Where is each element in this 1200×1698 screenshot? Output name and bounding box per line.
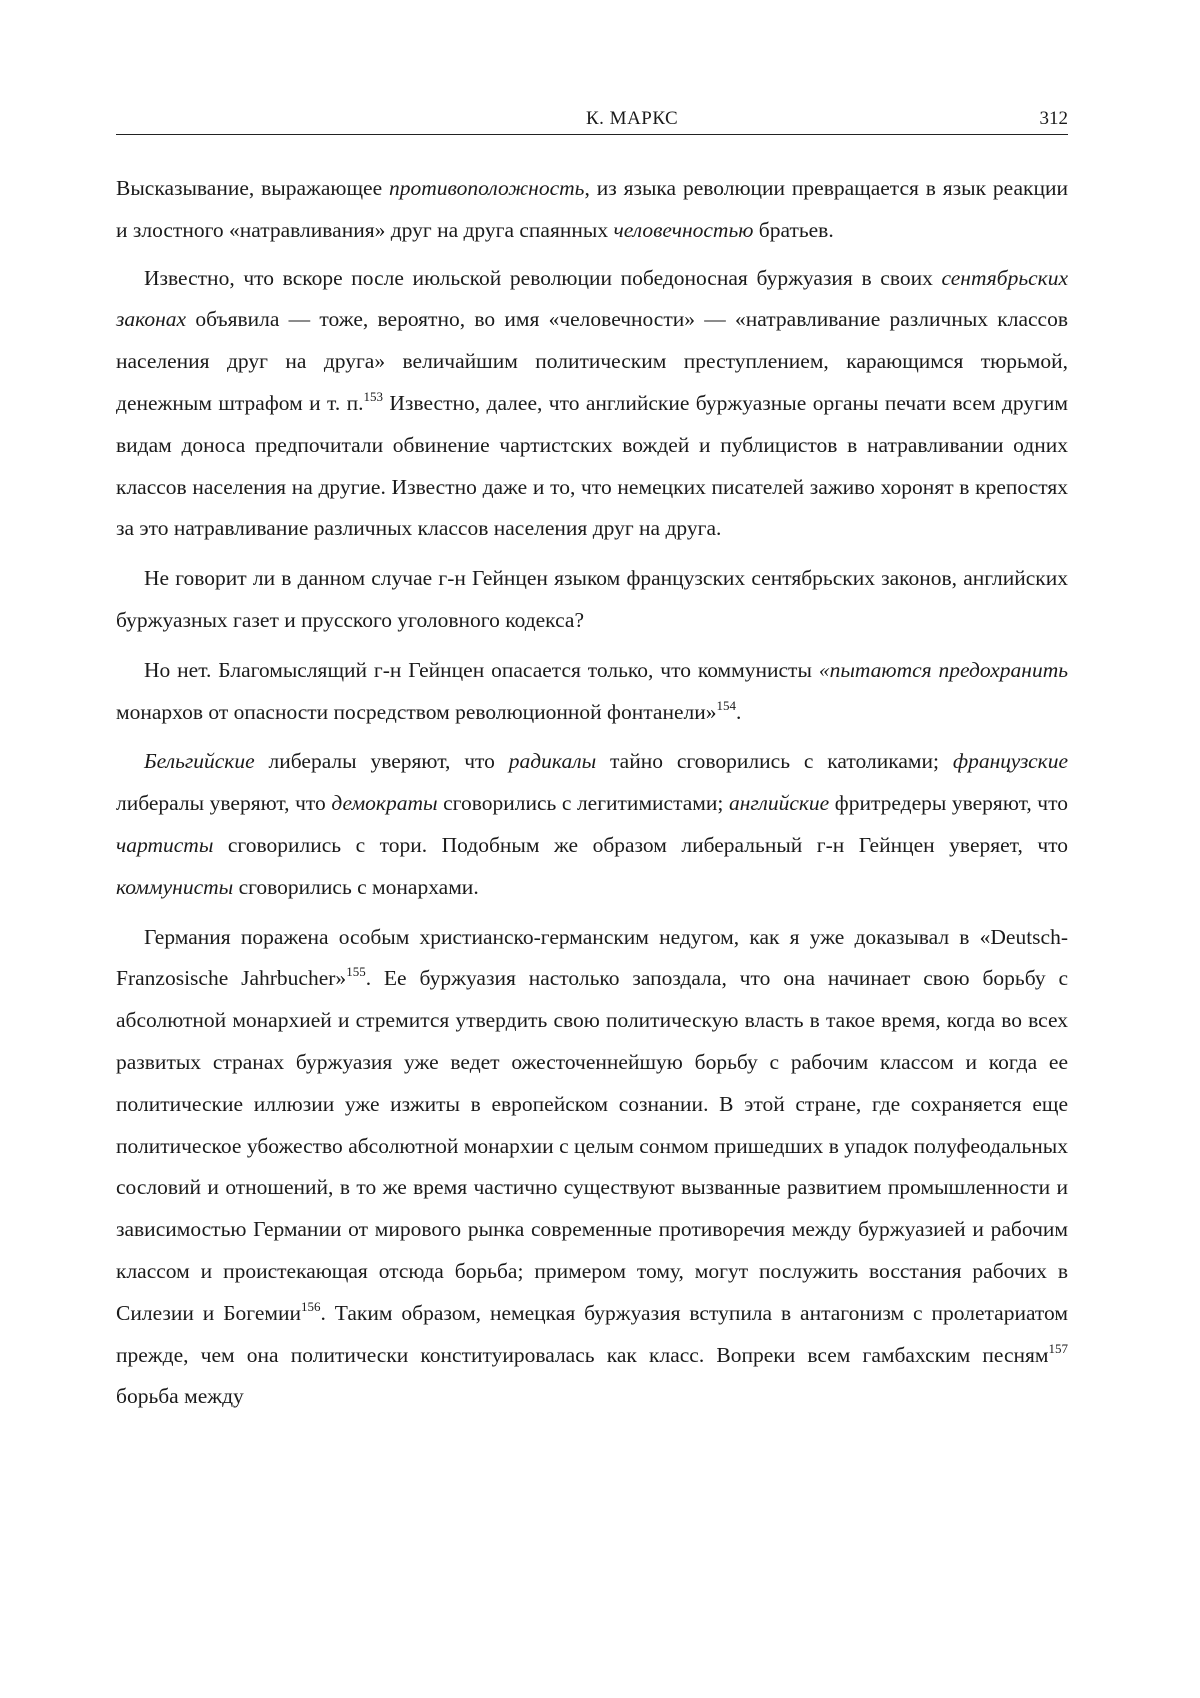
paragraph-5: [116, 741, 1068, 908]
text-run: , из языка революции превращается в язык реакции и злостного «натравливания» друг на друга спаянных: [116, 176, 1068, 242]
text-run: фритредеры уверяют, что: [829, 791, 1068, 816]
text-run: Но нет. Благомыслящий г-н Гейнцен опасается только, что коммунисты: [144, 657, 819, 682]
text-run: сговорились с тори. Подобным же образом либеральный г-н Гейнцен уверяет, что: [213, 832, 1068, 857]
paragraph-1: [116, 168, 1068, 252]
paragraph-6: [116, 917, 1068, 1419]
header-page-number: 312: [1039, 108, 1068, 129]
text-run: либералы уверяют, что: [116, 791, 332, 816]
emphasis-text: французские: [952, 749, 1069, 774]
text-run: тайно сговорились с католиками;: [596, 749, 953, 774]
footnote-ref: 155: [346, 964, 366, 980]
text-run: Известно, что вскоре после июльской революции победоносная буржуазия в своих: [144, 265, 942, 290]
footnote-ref: 154: [716, 697, 736, 713]
text-run: Не говорит ли в данном случае г-н Гейнцен языком французских сентябрьских законов, английских буржуазных газет и прусского уголовного кодекса?: [116, 566, 1068, 632]
paragraph-4: [116, 650, 1068, 734]
text-run: монархов от опасности посредством революционной фонтанели»: [116, 699, 717, 724]
emphasis-text: чартисты: [116, 832, 214, 857]
text-run: Высказывание, выражающее: [116, 176, 390, 200]
emphasis-text: коммунисты: [116, 874, 234, 899]
footnote-ref: 153: [363, 388, 383, 404]
text-run: братьев.: [753, 217, 834, 242]
text-run: . Таким образом, немецкая буржуазия вступила в антагонизм с пролетариатом прежде, чем она политически конституировалась как класс. Вопреки всем гамбахским песням: [116, 1300, 1068, 1367]
text-run: сговорились с монархами.: [233, 874, 479, 899]
text-run: . Ее буржуазия настолько запоздала, что она начинает свою борьбу с абсолютной монархией и стремится утвердить свою политическую власть в такое время, когда во всех развитых странах буржуазия уже ведет ожесточеннейшую борьбу с рабочим классом и когда ее политические иллюзии уже изжиты в европейском сознании. В этой стране, где сохраняется еще политическое убожество абсолютной монархии с целым сонмом пришедших в упадок полуфеодальных сословий и отношений, в то же время частично существуют вызванные развитием промышленности и зависимостью Германии от мирового рынка современные противоречия между буржуазией и рабочим классом и проистекающая отсюда борьба; примером тому, могут послужить восстания рабочих в Силезии и Богемии: [116, 966, 1068, 1325]
emphasis-text: противоположность: [389, 176, 585, 200]
text-run: объявила — тоже, вероятно, во имя «человечности» — «натравливание различных классов населения друг на друга» величайшим политическим преступлением, карающимся тюрьмой, денежным штрафом и т. п.: [116, 307, 1068, 415]
emphasis-text: радикалы: [508, 749, 597, 774]
paragraph-3: [116, 558, 1068, 642]
header-author: К. МАРКС: [586, 108, 679, 129]
emphasis-text: английские: [728, 791, 830, 816]
footnote-ref: 156: [301, 1298, 321, 1314]
emphasis-text: Бельгийские: [144, 749, 255, 774]
emphasis-text: «пытаются предохранить: [818, 657, 1069, 682]
emphasis-text: демократы: [331, 791, 438, 816]
text-run: борьба между: [116, 1384, 244, 1409]
document-page: [116, 0, 1096, 1698]
body-text: [116, 168, 1068, 1418]
text-run: сговорились с легитимистами;: [437, 791, 729, 816]
emphasis-text: сентябрьских законах: [116, 265, 1068, 332]
text-run: Известно, далее, что английские буржуазные органы печати всем другим видам доноса предпочитали обвинение чартистских вождей и публицистов в натравливании одних классов населения на другие. Известно даже и то, что немецких писателей заживо хоронят в крепостях за это натравливание различных классов населения друг на друга.: [116, 390, 1068, 541]
text-run: либералы уверяют, что: [254, 749, 509, 774]
text-run: Германия поражена особым христианско-германским недугом, как я уже доказывал в «Deutsch-Franzosische Jahrbucher»: [116, 924, 1068, 991]
emphasis-text: человечностью: [613, 217, 754, 242]
paragraph-2: [116, 258, 1068, 551]
text-run: .: [735, 699, 742, 724]
footnote-ref: 157: [1048, 1340, 1068, 1356]
running-header: [116, 108, 1068, 135]
